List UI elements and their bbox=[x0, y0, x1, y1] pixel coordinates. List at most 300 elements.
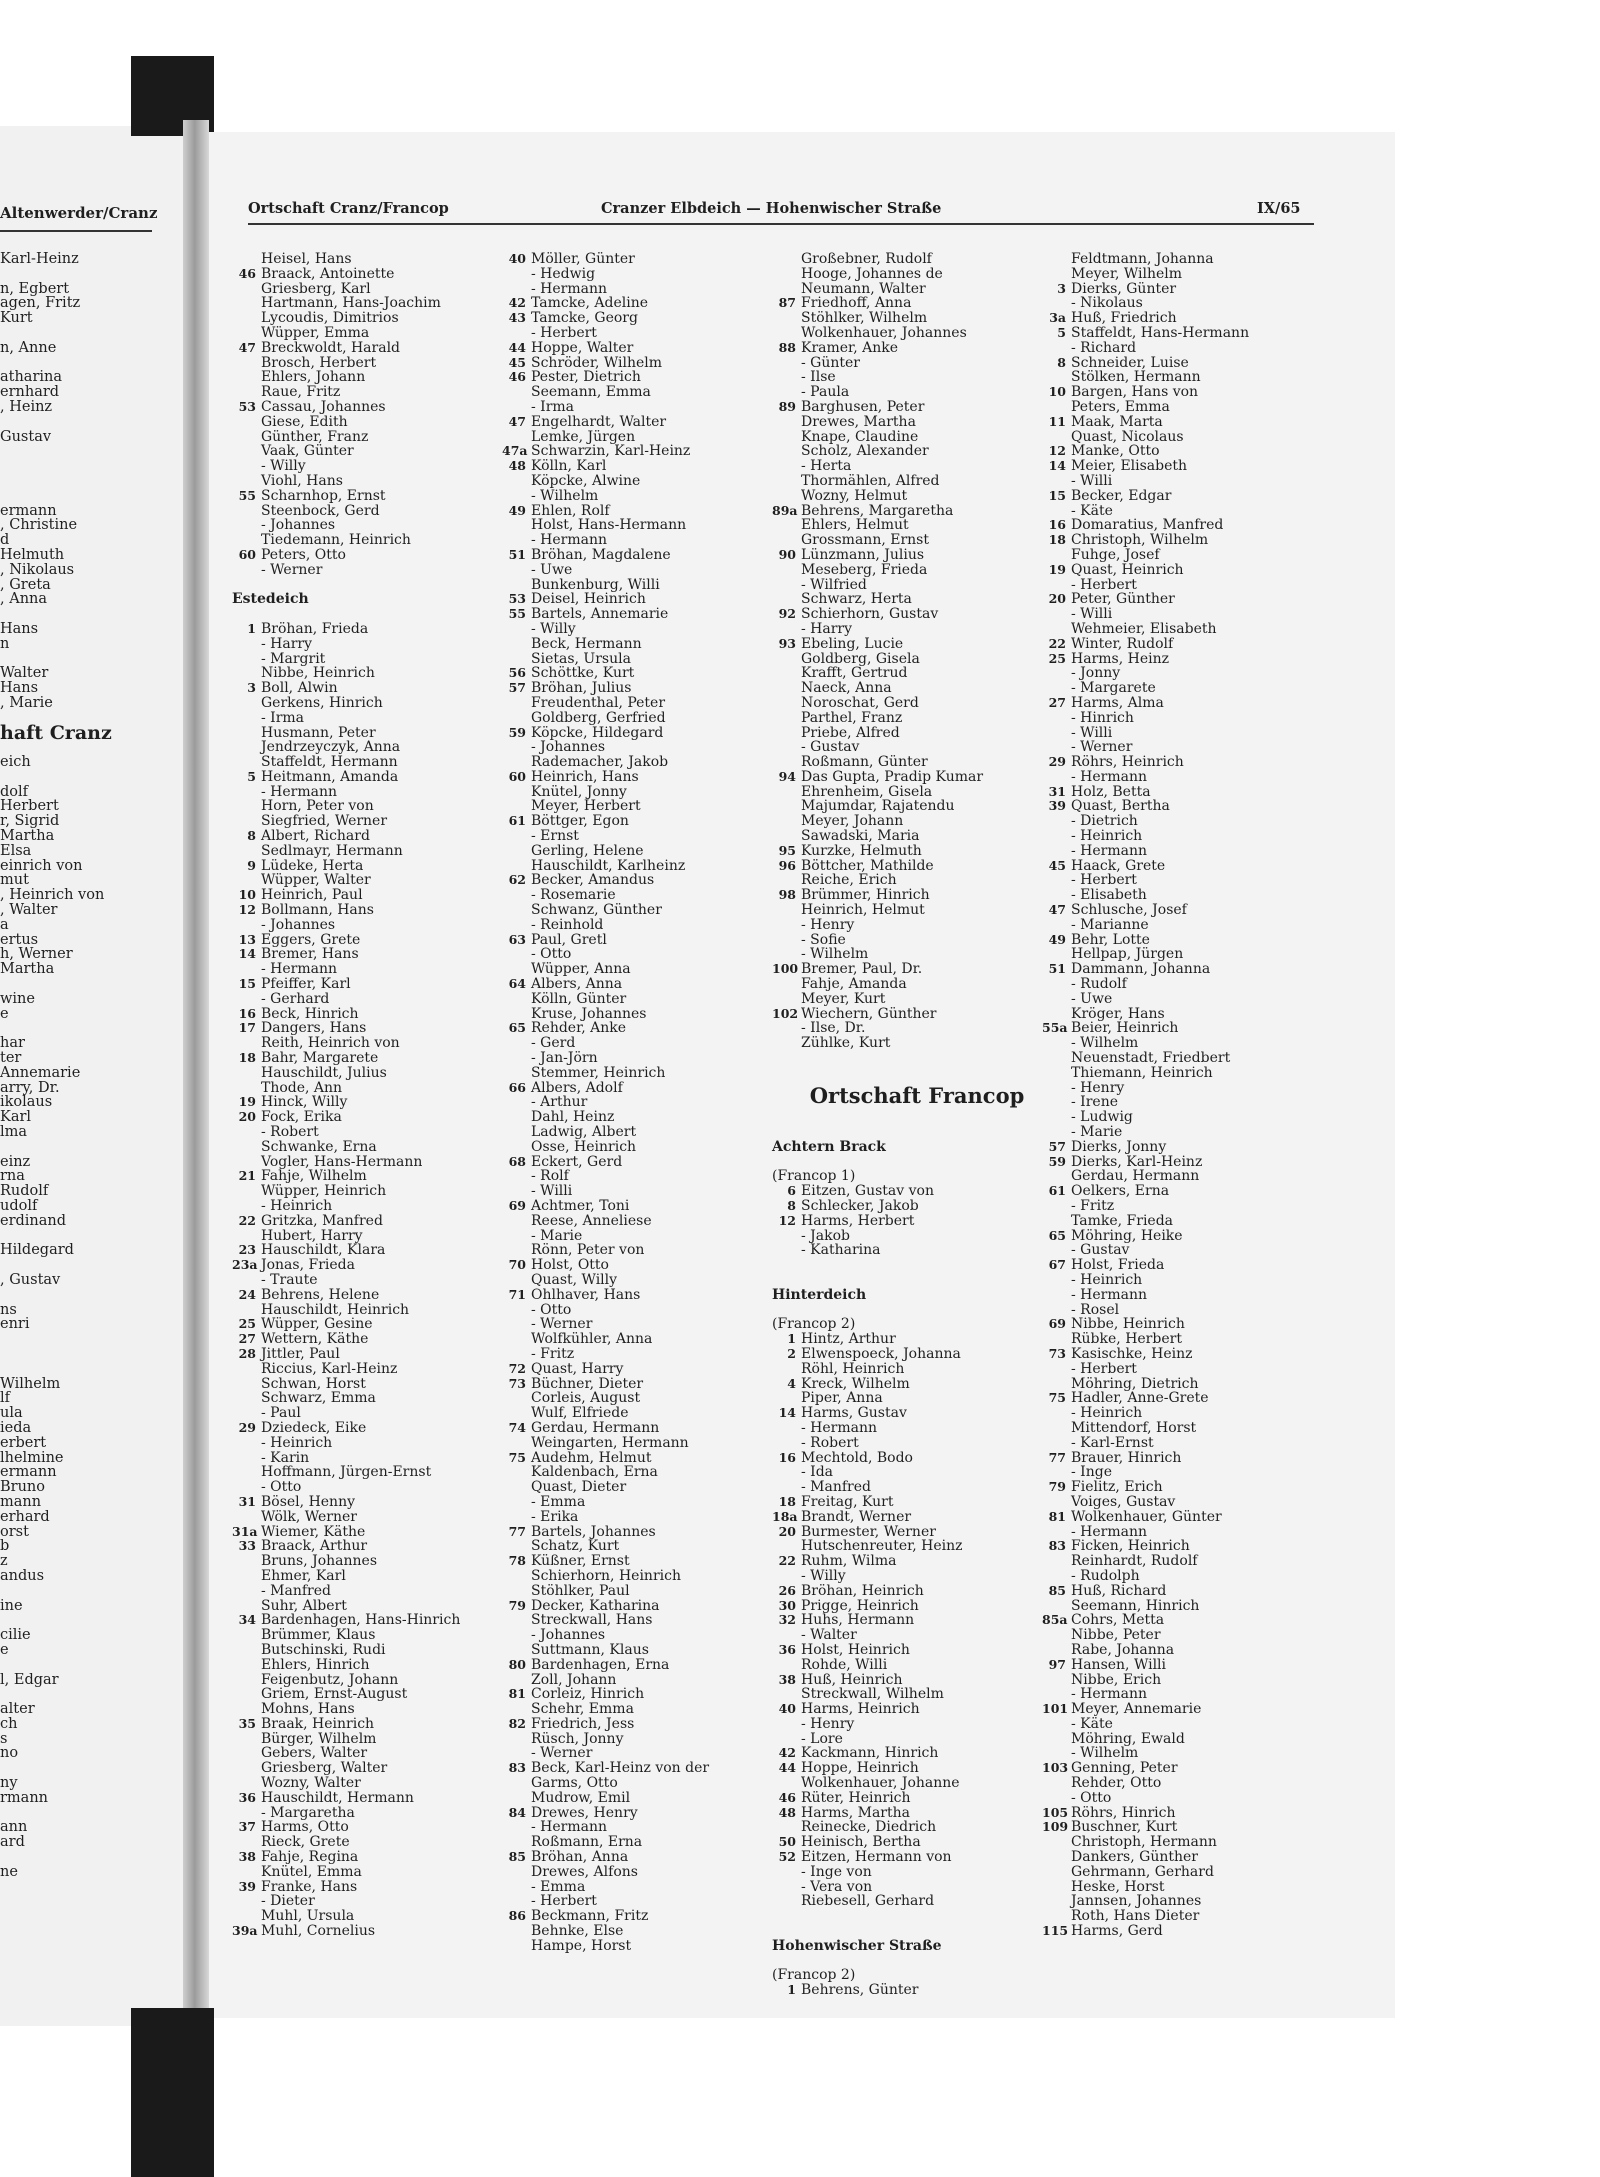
resident-name: - Hermann bbox=[1071, 768, 1148, 785]
resident-name: Harms, Herbert bbox=[801, 1212, 915, 1229]
house-number bbox=[1042, 1791, 1071, 1806]
house-number bbox=[1042, 1909, 1071, 1924]
facing-page-line: rmann bbox=[0, 1789, 49, 1806]
resident-name: Tamke, Frieda bbox=[1071, 1212, 1174, 1229]
house-number: 45 bbox=[1048, 857, 1066, 873]
resident-entry bbox=[1042, 1303, 1332, 1318]
resident-entry bbox=[232, 1229, 522, 1244]
resident-entry bbox=[1042, 1495, 1332, 1510]
house-number bbox=[232, 785, 261, 800]
resident-name: Quast, Harry bbox=[531, 1360, 624, 1377]
resident-entry bbox=[502, 962, 792, 977]
house-number bbox=[772, 578, 801, 593]
resident-name: Stölken, Hermann bbox=[1071, 369, 1201, 386]
house-number bbox=[502, 844, 531, 859]
resident-name: - Käte bbox=[1071, 502, 1113, 519]
facing-page-line: udolf bbox=[0, 1198, 38, 1214]
resident-name: Breckwoldt, Harald bbox=[261, 339, 401, 356]
resident-entry bbox=[232, 947, 522, 962]
resident-name: Röhrs, Heinrich bbox=[1071, 754, 1184, 771]
spacer bbox=[772, 1110, 1062, 1125]
resident-name: Bahr, Margarete bbox=[261, 1050, 379, 1067]
house-number bbox=[772, 533, 801, 548]
house-number bbox=[772, 1021, 801, 1036]
resident-name: Schierhorn, Heinrich bbox=[531, 1567, 681, 1584]
resident-entry bbox=[502, 785, 792, 800]
spacer bbox=[772, 1954, 1062, 1969]
house-number bbox=[1042, 1732, 1071, 1747]
resident-name: Kurzke, Helmuth bbox=[801, 842, 922, 859]
house-number bbox=[232, 1480, 261, 1495]
resident-entry bbox=[772, 992, 1062, 1007]
resident-name: Heinrich, Paul bbox=[261, 887, 363, 904]
house-number: 73 bbox=[1048, 1345, 1066, 1361]
facing-page-line: Walter bbox=[0, 665, 49, 682]
resident-entry bbox=[1042, 1406, 1332, 1421]
resident-name: Scholz, Alexander bbox=[801, 443, 929, 460]
resident-entry bbox=[232, 430, 522, 445]
house-number bbox=[502, 1317, 531, 1332]
resident-name: Stöhlker, Paul bbox=[531, 1582, 630, 1599]
facing-page-line: enri bbox=[0, 1316, 30, 1333]
resident-name: Dierks, Karl-Heinz bbox=[1071, 1153, 1203, 1170]
house-number: 3 bbox=[1057, 280, 1066, 296]
facing-page-line: h, Werner bbox=[0, 946, 73, 963]
spacer bbox=[772, 1273, 1062, 1288]
house-number: 25 bbox=[238, 1316, 256, 1332]
house-number bbox=[502, 1051, 531, 1066]
facing-page-header: Altenwerder/Cranz bbox=[0, 204, 158, 222]
resident-name: Steenbock, Gerd bbox=[261, 502, 380, 519]
resident-name: Jonas, Frieda bbox=[261, 1257, 355, 1274]
resident-entry bbox=[502, 859, 792, 874]
house-number: 22 bbox=[238, 1212, 256, 1228]
resident-entry bbox=[1042, 607, 1332, 622]
resident-entry bbox=[1042, 311, 1332, 326]
resident-entry bbox=[1042, 785, 1332, 800]
house-number: 103 bbox=[1042, 1760, 1069, 1776]
resident-entry bbox=[502, 770, 792, 785]
house-number bbox=[1042, 400, 1071, 415]
resident-name: Huß, Friedrich bbox=[1071, 310, 1177, 327]
resident-name: Domaratius, Manfred bbox=[1071, 517, 1224, 534]
resident-name: Osse, Heinrich bbox=[531, 1138, 637, 1155]
resident-name: Knape, Claudine bbox=[801, 428, 919, 445]
resident-name: Friedhoff, Anna bbox=[801, 295, 912, 312]
resident-name: Winter, Rudolf bbox=[1071, 635, 1174, 652]
resident-name: Gebers, Walter bbox=[261, 1745, 368, 1762]
house-number bbox=[1042, 1643, 1071, 1658]
facing-page-line: mann bbox=[0, 1493, 42, 1510]
facing-page-line bbox=[0, 459, 112, 474]
resident-entry bbox=[1042, 370, 1332, 385]
house-number: 65 bbox=[508, 1020, 526, 1036]
resident-name: Griesberg, Walter bbox=[261, 1760, 388, 1777]
resident-name: Fahje, Regina bbox=[261, 1849, 359, 1866]
resident-entry bbox=[232, 1569, 522, 1584]
resident-entry bbox=[772, 1377, 1062, 1392]
house-number bbox=[502, 533, 531, 548]
house-number: 75 bbox=[1048, 1390, 1066, 1406]
resident-entry bbox=[232, 1717, 522, 1732]
house-number: 10 bbox=[1048, 384, 1066, 400]
spacer bbox=[772, 1258, 1062, 1273]
house-number bbox=[772, 1480, 801, 1495]
resident-entry bbox=[772, 400, 1062, 415]
house-number: 47a bbox=[502, 443, 528, 459]
resident-entry bbox=[502, 1273, 792, 1288]
resident-name: - Marie bbox=[1071, 1124, 1123, 1141]
resident-name: Hellpap, Jürgen bbox=[1071, 946, 1184, 963]
resident-entry bbox=[502, 1510, 792, 1525]
resident-entry bbox=[772, 1791, 1062, 1806]
resident-name: - Käte bbox=[1071, 1715, 1113, 1732]
facing-page-line bbox=[0, 607, 112, 622]
resident-name: Eckert, Gerd bbox=[531, 1153, 623, 1170]
house-number bbox=[232, 311, 261, 326]
house-number: 31 bbox=[238, 1493, 256, 1509]
resident-entry bbox=[502, 444, 792, 459]
house-number bbox=[1042, 1036, 1071, 1051]
house-number bbox=[232, 533, 261, 548]
resident-name: Ohlhaver, Hans bbox=[531, 1286, 641, 1303]
resident-name: Brosch, Herbert bbox=[261, 354, 377, 371]
resident-entry bbox=[1042, 1909, 1332, 1924]
resident-entry bbox=[772, 637, 1062, 652]
facing-page-line: , Heinrich von bbox=[0, 887, 105, 904]
resident-name: - Karl-Ernst bbox=[1071, 1434, 1154, 1451]
resident-name: Braack, Antoinette bbox=[261, 265, 395, 282]
house-number bbox=[502, 1125, 531, 1140]
resident-entry bbox=[1042, 1332, 1332, 1347]
resident-entry bbox=[1042, 1021, 1332, 1036]
resident-entry bbox=[772, 474, 1062, 489]
district-note: (Francop 1) bbox=[772, 1168, 856, 1185]
resident-entry bbox=[772, 1850, 1062, 1865]
house-number bbox=[502, 1036, 531, 1051]
house-number: 60 bbox=[238, 546, 256, 562]
resident-entry bbox=[502, 326, 792, 341]
resident-name: Rüter, Heinrich bbox=[801, 1789, 911, 1806]
house-number bbox=[1042, 1214, 1071, 1229]
resident-entry bbox=[772, 844, 1062, 859]
resident-name: Wolkenhauer, Johanne bbox=[801, 1775, 960, 1792]
facing-page-line: , Heinz bbox=[0, 398, 53, 415]
house-number bbox=[232, 415, 261, 430]
house-number: 20 bbox=[238, 1109, 256, 1125]
resident-name: - Johannes bbox=[261, 517, 336, 534]
resident-entry bbox=[1042, 1199, 1332, 1214]
resident-entry bbox=[1042, 637, 1332, 652]
house-number bbox=[232, 444, 261, 459]
resident-name: Roth, Hans Dieter bbox=[1071, 1908, 1200, 1925]
house-number bbox=[1042, 1095, 1071, 1110]
house-number: 56 bbox=[508, 665, 526, 681]
resident-entry bbox=[1042, 622, 1332, 637]
resident-name: - Otto bbox=[1071, 1789, 1112, 1806]
resident-entry bbox=[502, 1036, 792, 1051]
house-number bbox=[502, 1214, 531, 1229]
resident-name: Behr, Lotte bbox=[1071, 931, 1150, 948]
resident-entry bbox=[232, 1436, 522, 1451]
resident-entry bbox=[1042, 888, 1332, 903]
house-number bbox=[772, 666, 801, 681]
house-number bbox=[1042, 1051, 1071, 1066]
resident-entry bbox=[502, 1110, 792, 1125]
house-number bbox=[232, 1643, 261, 1658]
house-number bbox=[232, 356, 261, 371]
resident-entry bbox=[502, 415, 792, 430]
house-number bbox=[1042, 829, 1071, 844]
resident-name: Audehm, Helmut bbox=[531, 1449, 652, 1466]
resident-name: - Herta bbox=[801, 458, 852, 475]
resident-entry bbox=[1042, 1258, 1332, 1273]
house-number bbox=[232, 1125, 261, 1140]
resident-entry bbox=[232, 1421, 522, 1436]
resident-name: Wettern, Käthe bbox=[261, 1331, 369, 1348]
resident-name: Hampe, Horst bbox=[531, 1937, 632, 1954]
resident-entry bbox=[1042, 1273, 1332, 1288]
resident-entry bbox=[502, 282, 792, 297]
resident-name: Ehlen, Rolf bbox=[531, 502, 610, 519]
house-number bbox=[1042, 1332, 1071, 1347]
resident-entry bbox=[1042, 1569, 1332, 1584]
resident-name: - Walter bbox=[801, 1627, 857, 1644]
resident-name: Röhrs, Hinrich bbox=[1071, 1804, 1176, 1821]
directory-column-2 bbox=[502, 252, 792, 1954]
house-number bbox=[502, 859, 531, 874]
house-number: 39 bbox=[238, 1878, 256, 1894]
house-number: 62 bbox=[508, 872, 526, 888]
house-number bbox=[232, 696, 261, 711]
resident-entry bbox=[1042, 1317, 1332, 1332]
resident-entry bbox=[772, 933, 1062, 948]
house-number bbox=[772, 918, 801, 933]
house-number: 44 bbox=[508, 339, 526, 355]
resident-entry bbox=[772, 1243, 1062, 1258]
resident-entry bbox=[502, 1569, 792, 1584]
resident-name: - Hermann bbox=[1071, 1686, 1148, 1703]
resident-name: - Sofie bbox=[801, 931, 846, 948]
resident-name: Boll, Alwin bbox=[261, 680, 338, 697]
resident-entry bbox=[1042, 533, 1332, 548]
house-number bbox=[502, 637, 531, 652]
resident-entry bbox=[232, 1007, 522, 1022]
house-number: 75 bbox=[508, 1449, 526, 1465]
resident-entry bbox=[502, 755, 792, 770]
house-number bbox=[232, 666, 261, 681]
resident-name: Hutschenreuter, Heinz bbox=[801, 1538, 963, 1555]
resident-name: Jittler, Paul bbox=[261, 1345, 340, 1362]
house-number: 20 bbox=[778, 1523, 796, 1539]
house-number: 18a bbox=[772, 1508, 798, 1524]
house-number: 53 bbox=[508, 591, 526, 607]
resident-name: Griesberg, Karl bbox=[261, 280, 371, 297]
resident-entry bbox=[772, 1673, 1062, 1688]
resident-name: Staffeldt, Hans-Hermann bbox=[1071, 324, 1250, 341]
house-number bbox=[232, 1599, 261, 1614]
house-number bbox=[502, 1510, 531, 1525]
house-number: 5 bbox=[247, 768, 256, 784]
resident-entry bbox=[502, 992, 792, 1007]
house-number bbox=[502, 696, 531, 711]
resident-name: - Hermann bbox=[261, 783, 338, 800]
house-number bbox=[502, 385, 531, 400]
resident-name: - Willi bbox=[1071, 606, 1113, 623]
resident-name: Fahje, Amanda bbox=[801, 976, 907, 993]
resident-name: Quast, Dieter bbox=[531, 1479, 627, 1496]
resident-name: Christoph, Hermann bbox=[1071, 1834, 1217, 1851]
resident-name: Schehr, Emma bbox=[531, 1701, 634, 1718]
resident-name: Prigge, Heinrich bbox=[801, 1597, 919, 1614]
house-number: 38 bbox=[778, 1671, 796, 1687]
resident-name: Huß, Richard bbox=[1071, 1582, 1167, 1599]
resident-entry bbox=[502, 933, 792, 948]
facing-page-line bbox=[0, 326, 112, 341]
resident-name: - Johannes bbox=[261, 916, 336, 933]
resident-name: Parthel, Franz bbox=[801, 709, 903, 726]
resident-name: Kasischke, Heinz bbox=[1071, 1345, 1193, 1362]
resident-entry bbox=[772, 1732, 1062, 1747]
resident-name: Barghusen, Peter bbox=[801, 398, 925, 415]
resident-entry bbox=[232, 1081, 522, 1096]
resident-name: Großebner, Rudolf bbox=[801, 251, 932, 267]
resident-name: Griem, Ernst-August bbox=[261, 1686, 408, 1703]
street-heading: Hohenwischer Straße bbox=[772, 1937, 942, 1954]
resident-name: Nibbe, Erich bbox=[1071, 1671, 1162, 1688]
house-number bbox=[232, 1569, 261, 1584]
resident-name: Köpcke, Alwine bbox=[531, 472, 641, 489]
resident-name: Kaldenbach, Erna bbox=[531, 1464, 658, 1481]
facing-page-line: arry, Dr. bbox=[0, 1079, 60, 1096]
resident-name: Rademacher, Jakob bbox=[531, 754, 669, 771]
resident-name: Reinecke, Diedrich bbox=[801, 1819, 937, 1836]
resident-entry bbox=[1042, 1451, 1332, 1466]
resident-name: - Ludwig bbox=[1071, 1109, 1133, 1126]
resident-entry bbox=[502, 504, 792, 519]
resident-entry bbox=[772, 977, 1062, 992]
resident-entry bbox=[1042, 267, 1332, 282]
facing-page-line bbox=[0, 415, 112, 430]
resident-entry bbox=[232, 1169, 522, 1184]
resident-name: Kölln, Günter bbox=[531, 990, 627, 1007]
resident-entry bbox=[1042, 430, 1332, 445]
resident-entry bbox=[232, 1613, 522, 1628]
resident-entry bbox=[232, 504, 522, 519]
resident-entry bbox=[502, 1140, 792, 1155]
resident-entry bbox=[232, 755, 522, 770]
house-number: 85 bbox=[1048, 1582, 1066, 1598]
resident-name: - Nikolaus bbox=[1071, 295, 1143, 312]
resident-name: Roßmann, Günter bbox=[801, 754, 928, 771]
house-number: 34 bbox=[238, 1612, 256, 1628]
resident-entry bbox=[502, 844, 792, 859]
house-number bbox=[502, 1673, 531, 1688]
resident-name: Möller, Günter bbox=[531, 251, 635, 267]
resident-entry bbox=[232, 918, 522, 933]
resident-entry bbox=[1042, 652, 1332, 667]
resident-entry bbox=[232, 681, 522, 696]
resident-entry bbox=[772, 459, 1062, 474]
resident-entry bbox=[232, 1391, 522, 1406]
resident-entry bbox=[772, 607, 1062, 622]
house-number bbox=[232, 518, 261, 533]
resident-name: - Willy bbox=[261, 458, 306, 475]
resident-entry bbox=[232, 1909, 522, 1924]
resident-name: - Paula bbox=[801, 384, 850, 401]
resident-name: - Werner bbox=[261, 561, 323, 578]
resident-entry bbox=[232, 1732, 522, 1747]
house-number bbox=[502, 1229, 531, 1244]
facing-page-line: Herbert bbox=[0, 798, 59, 815]
resident-name: - Hermann bbox=[1071, 842, 1148, 859]
resident-name: Nibbe, Heinrich bbox=[1071, 1316, 1185, 1333]
house-number bbox=[1042, 1525, 1071, 1540]
resident-entry bbox=[772, 1199, 1062, 1214]
house-number: 84 bbox=[508, 1804, 526, 1820]
house-number bbox=[232, 1865, 261, 1880]
facing-page-line: ne bbox=[0, 1863, 18, 1880]
resident-entry bbox=[232, 1125, 522, 1140]
resident-entry bbox=[502, 400, 792, 415]
house-number: 88 bbox=[778, 339, 796, 355]
resident-entry bbox=[502, 711, 792, 726]
resident-entry bbox=[232, 1806, 522, 1821]
resident-name: Ehlers, Helmut bbox=[801, 517, 909, 534]
resident-name: - Wilhelm bbox=[801, 946, 869, 963]
resident-entry bbox=[1042, 415, 1332, 430]
resident-entry bbox=[232, 1880, 522, 1895]
house-number: 1 bbox=[787, 1982, 796, 1998]
resident-entry bbox=[502, 1924, 792, 1939]
resident-name: - Margrit bbox=[261, 650, 326, 667]
house-number bbox=[502, 1243, 531, 1258]
house-number bbox=[502, 1939, 531, 1954]
house-number bbox=[772, 459, 801, 474]
resident-name: - Rosemarie bbox=[531, 887, 616, 904]
house-number bbox=[502, 578, 531, 593]
resident-name: Schwarz, Emma bbox=[261, 1390, 376, 1407]
resident-name: - Otto bbox=[531, 1301, 572, 1318]
resident-entry bbox=[1042, 1658, 1332, 1673]
house-number: 42 bbox=[508, 295, 526, 311]
resident-entry bbox=[1042, 1140, 1332, 1155]
house-number: 57 bbox=[1048, 1138, 1066, 1154]
resident-name: - Robert bbox=[261, 1124, 319, 1141]
resident-entry bbox=[772, 415, 1062, 430]
house-number: 51 bbox=[1048, 961, 1066, 977]
resident-name: Meier, Elisabeth bbox=[1071, 458, 1188, 475]
resident-entry bbox=[772, 1599, 1062, 1614]
resident-entry bbox=[232, 1184, 522, 1199]
resident-entry bbox=[772, 1007, 1062, 1022]
house-number bbox=[232, 370, 261, 385]
resident-name: Hoppe, Walter bbox=[531, 339, 634, 356]
resident-name: - Richard bbox=[1071, 339, 1137, 356]
house-number: 89 bbox=[778, 398, 796, 414]
resident-name: Heisel, Hans bbox=[261, 251, 352, 267]
resident-entry bbox=[1042, 1081, 1332, 1096]
resident-name: - Gerd bbox=[531, 1035, 576, 1052]
resident-name: - Hermann bbox=[1071, 1523, 1148, 1540]
house-number: 82 bbox=[508, 1715, 526, 1731]
resident-entry bbox=[772, 578, 1062, 593]
spacer bbox=[772, 1066, 1062, 1081]
facing-page-line: rna bbox=[0, 1168, 25, 1185]
resident-name: Behrens, Helene bbox=[261, 1286, 380, 1303]
resident-entry bbox=[232, 637, 522, 652]
resident-name: - Otto bbox=[531, 946, 572, 963]
